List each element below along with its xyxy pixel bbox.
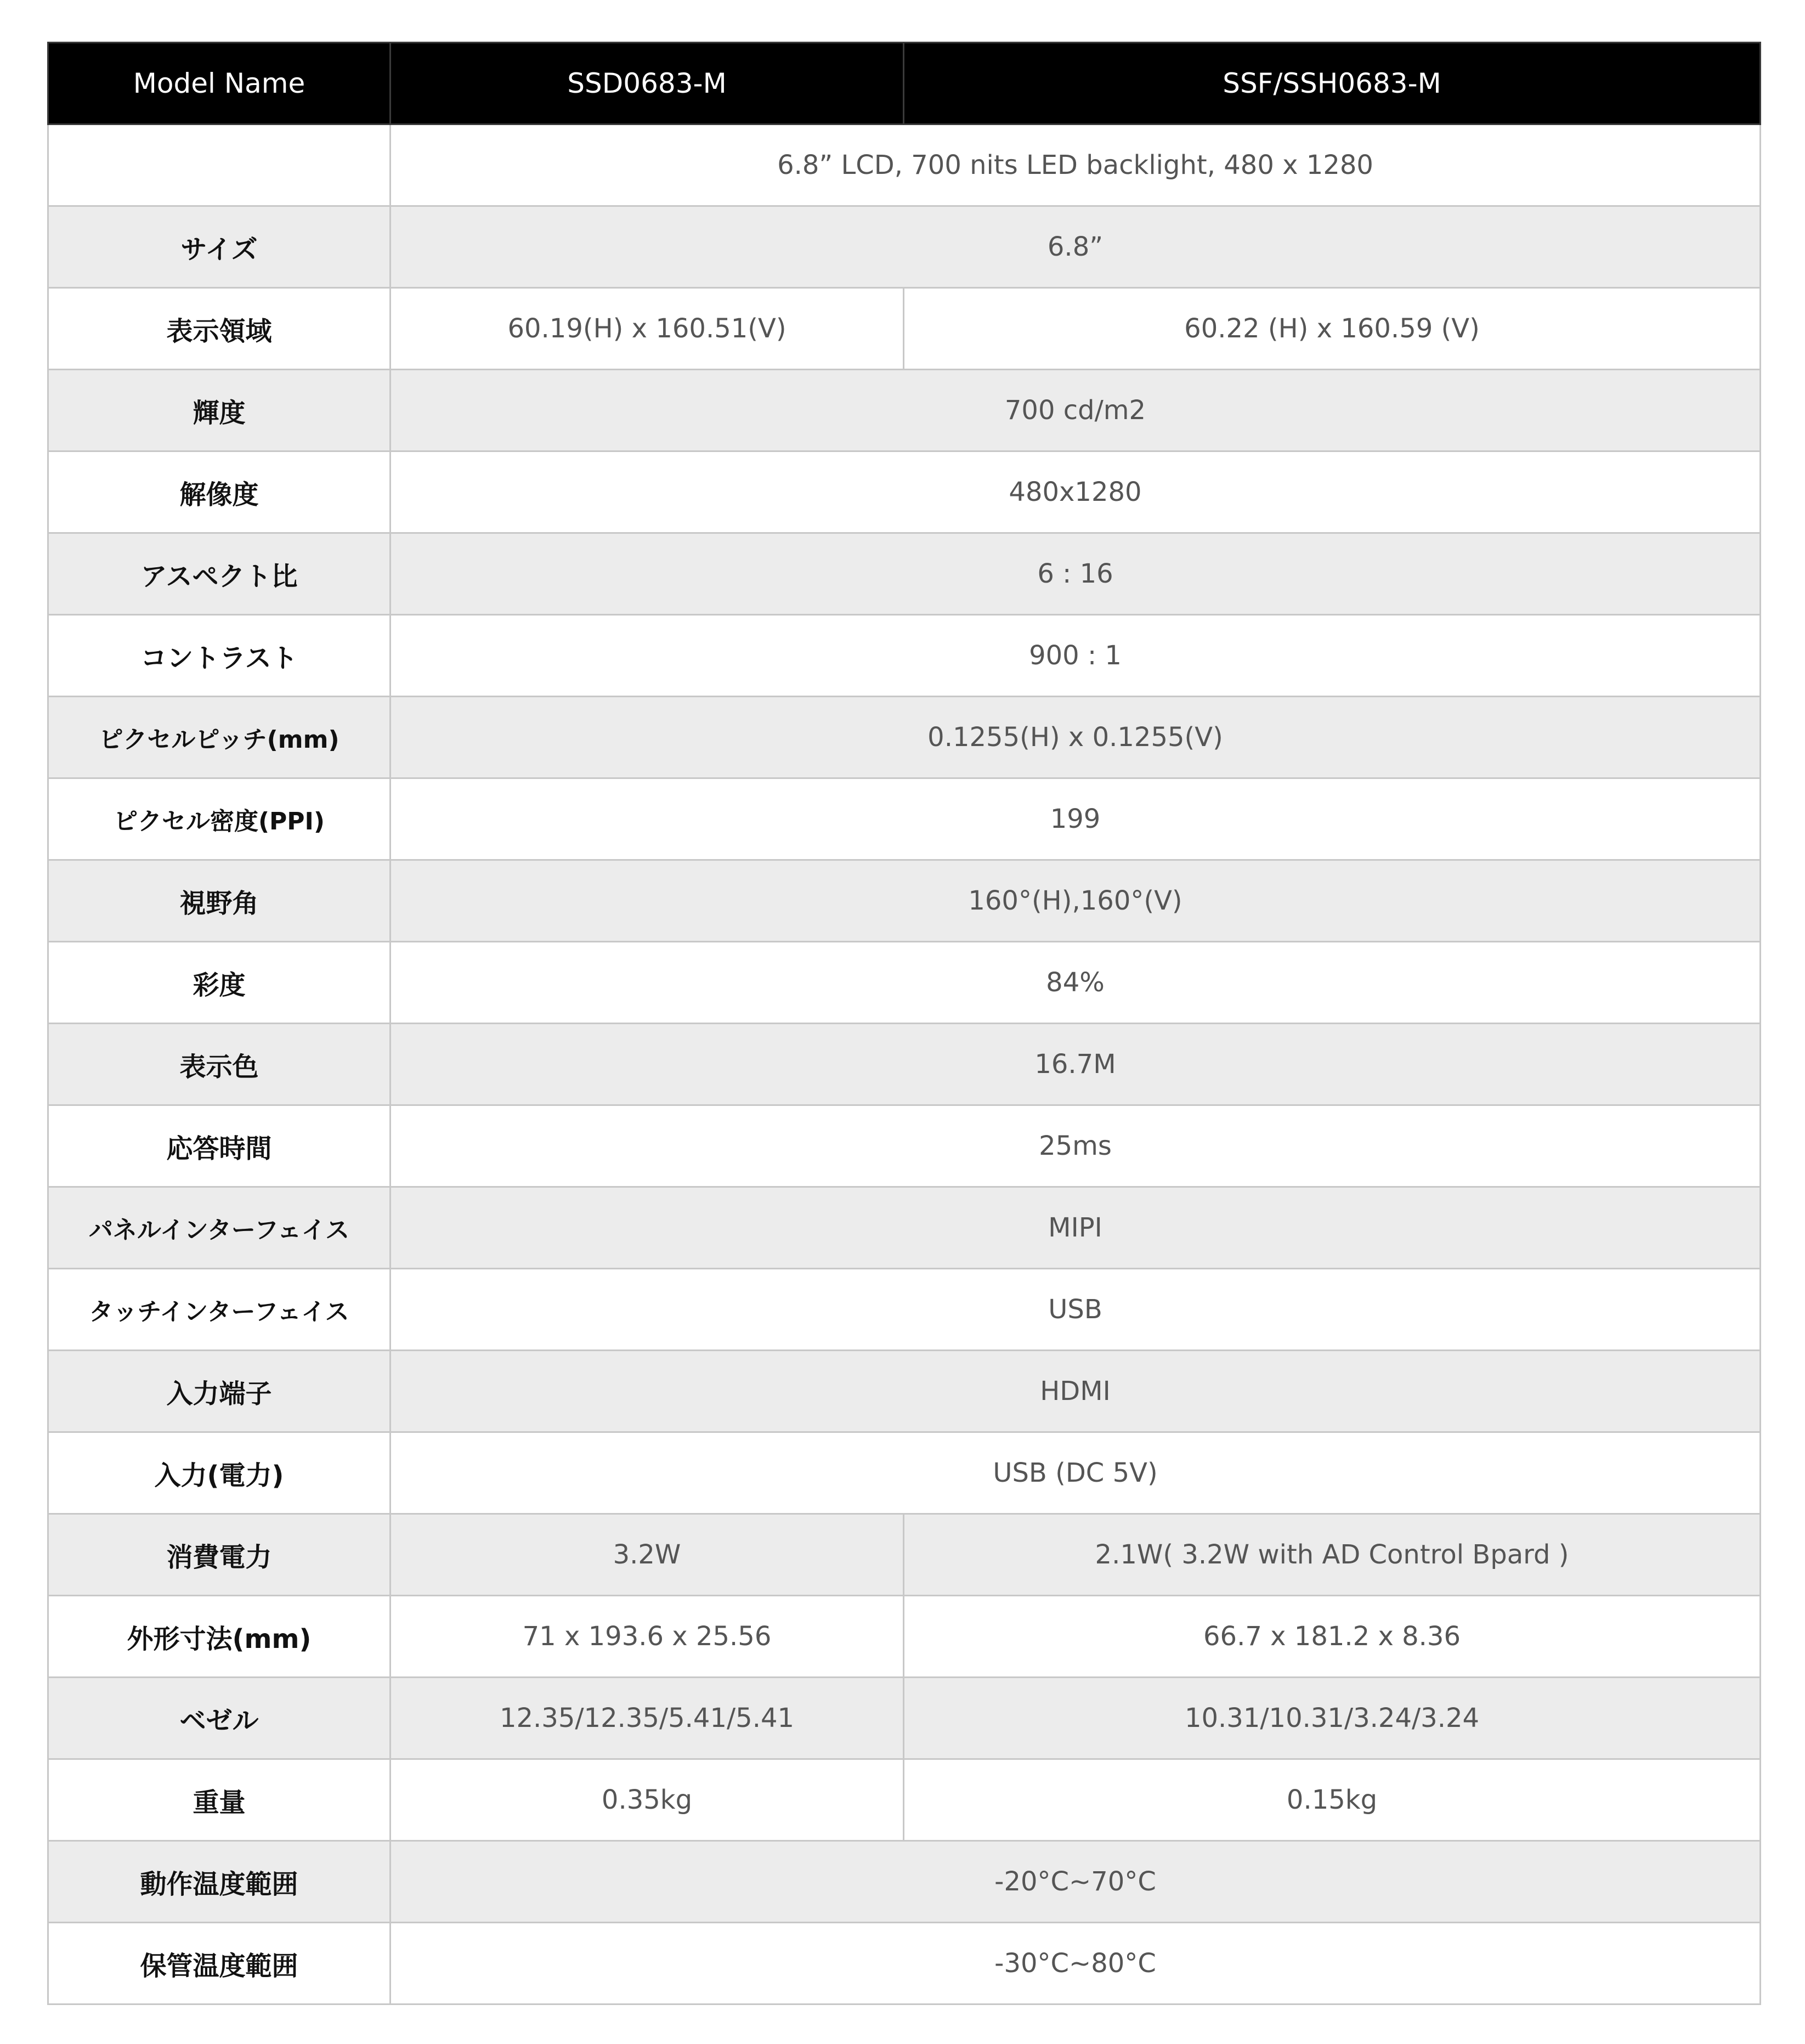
- row-value-model-a: 12.35/12.35/5.41/5.41: [391, 1678, 904, 1759]
- table-row: [48, 778, 1761, 860]
- table-row: [48, 1105, 1761, 1187]
- row-label: 重量: [48, 1759, 391, 1841]
- table-row: [48, 1841, 1761, 1923]
- table-row: [48, 370, 1761, 451]
- row-label: 表示色: [48, 1024, 391, 1105]
- table-row: [48, 1269, 1761, 1351]
- table-row: [48, 1759, 1761, 1841]
- row-label: タッチインターフェイス: [48, 1269, 391, 1351]
- table-row: [48, 1024, 1761, 1105]
- row-value-model-b: 2.1W( 3.2W with AD Control Bpard ): [904, 1514, 1761, 1596]
- table-row: [48, 615, 1761, 697]
- row-label: 輝度: [48, 370, 391, 451]
- row-value: 6.8”: [391, 206, 1761, 288]
- row-value-model-a: 60.19(H) x 160.51(V): [391, 288, 904, 370]
- row-value: 480x1280: [391, 451, 1761, 533]
- row-label: サイズ: [48, 206, 391, 288]
- row-label: アスペクト比: [48, 533, 391, 615]
- row-value-model-b: 66.7 x 181.2 x 8.36: [904, 1596, 1761, 1678]
- header-model-a-cell: SSD0683-M: [391, 43, 904, 125]
- row-value-model-a: 0.35kg: [391, 1759, 904, 1841]
- table-row: [48, 942, 1761, 1024]
- row-value: USB: [391, 1269, 1761, 1351]
- table-row: [48, 125, 1761, 206]
- table-row: [48, 1187, 1761, 1269]
- row-value-model-b: 60.22 (H) x 160.59 (V): [904, 288, 1761, 370]
- row-label: 入力(電力): [48, 1432, 391, 1514]
- row-label: 解像度: [48, 451, 391, 533]
- row-label: 彩度: [48, 942, 391, 1024]
- row-label: 応答時間: [48, 1105, 391, 1187]
- table-row: [48, 533, 1761, 615]
- table-row: [48, 1923, 1761, 2005]
- row-value: 199: [391, 778, 1761, 860]
- row-value: 6.8” LCD, 700 nits LED backlight, 480 x 1280: [391, 125, 1761, 206]
- row-label: 入力端子: [48, 1351, 391, 1432]
- table-row: [48, 1351, 1761, 1432]
- row-label: ピクセル密度(PPI): [48, 778, 391, 860]
- header-label-cell: Model Name: [48, 43, 391, 125]
- table-row: [48, 1514, 1761, 1596]
- row-label: 消費電力: [48, 1514, 391, 1596]
- row-value: 25ms: [391, 1105, 1761, 1187]
- row-label: 動作温度範囲: [48, 1841, 391, 1923]
- row-value: 16.7M: [391, 1024, 1761, 1105]
- row-value: MIPI: [391, 1187, 1761, 1269]
- row-value: 900 : 1: [391, 615, 1761, 697]
- spec-table: [47, 42, 1761, 2005]
- row-value: -30°C~80°C: [391, 1923, 1761, 2005]
- table-row: [48, 860, 1761, 942]
- row-value: 160°(H),160°(V): [391, 860, 1761, 942]
- header-model-b-cell: SSF/SSH0683-M: [904, 43, 1761, 125]
- row-value: HDMI: [391, 1351, 1761, 1432]
- row-value: USB (DC 5V): [391, 1432, 1761, 1514]
- row-label: [48, 125, 391, 206]
- row-value: 700 cd/m2: [391, 370, 1761, 451]
- table-row: [48, 288, 1761, 370]
- table-row: [48, 1596, 1761, 1678]
- row-label: 外形寸法(mm): [48, 1596, 391, 1678]
- row-label: 視野角: [48, 860, 391, 942]
- row-value-model-b: 10.31/10.31/3.24/3.24: [904, 1678, 1761, 1759]
- row-label: 保管温度範囲: [48, 1923, 391, 2005]
- spec-table-header: [48, 43, 1761, 125]
- row-label: パネルインターフェイス: [48, 1187, 391, 1269]
- row-label: ピクセルピッチ(mm): [48, 697, 391, 778]
- row-value-model-a: 3.2W: [391, 1514, 904, 1596]
- row-value: -20°C~70°C: [391, 1841, 1761, 1923]
- table-row: [48, 697, 1761, 778]
- table-row: [48, 1432, 1761, 1514]
- table-row: [48, 206, 1761, 288]
- row-value: 6 : 16: [391, 533, 1761, 615]
- table-row: [48, 451, 1761, 533]
- row-value-model-a: 71 x 193.6 x 25.56: [391, 1596, 904, 1678]
- row-label: ベゼル: [48, 1678, 391, 1759]
- header-row: [48, 43, 1761, 125]
- table-row: [48, 1678, 1761, 1759]
- row-value-model-b: 0.15kg: [904, 1759, 1761, 1841]
- row-value: 0.1255(H) x 0.1255(V): [391, 697, 1761, 778]
- spec-table-body: [48, 125, 1761, 2005]
- row-label: コントラスト: [48, 615, 391, 697]
- row-value: 84%: [391, 942, 1761, 1024]
- row-label: 表示領域: [48, 288, 391, 370]
